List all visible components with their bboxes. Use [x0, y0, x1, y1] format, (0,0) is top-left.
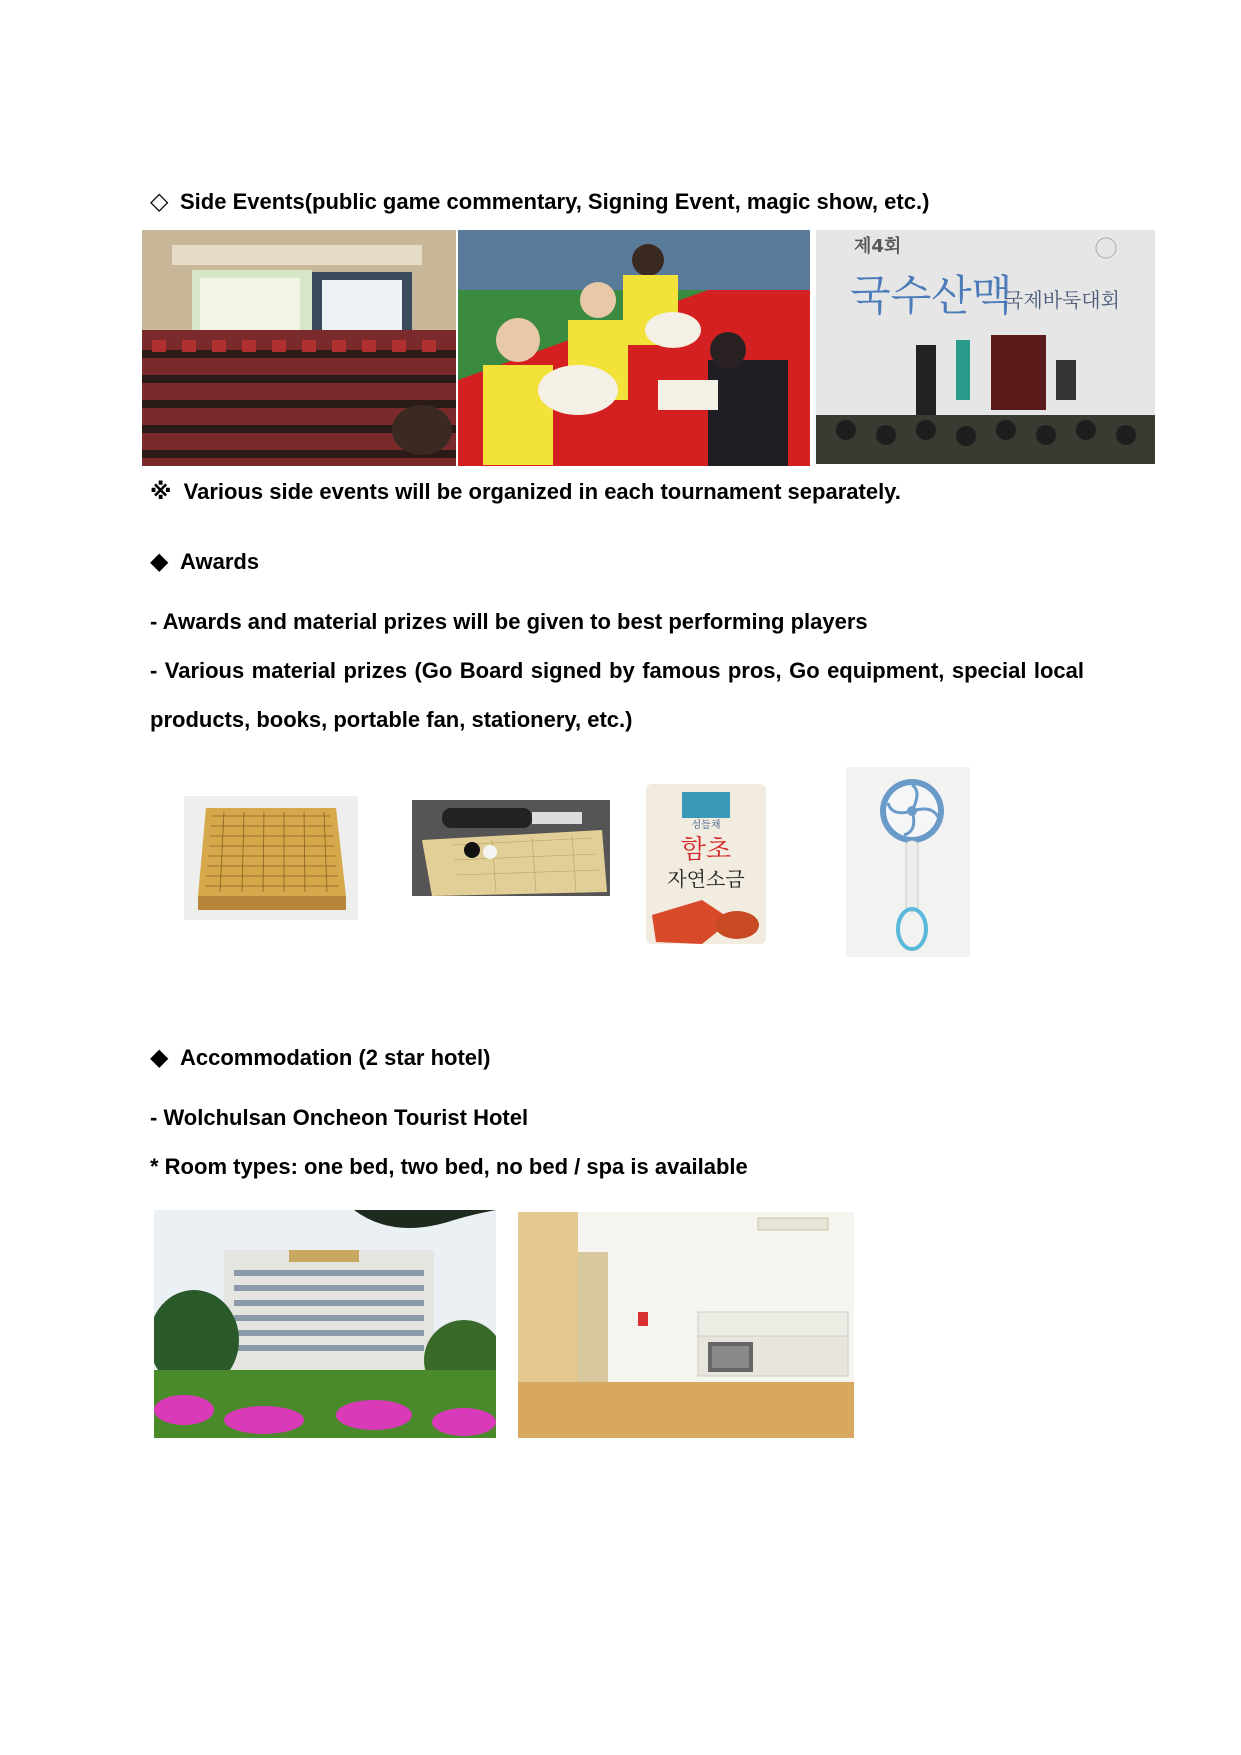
side-events-heading: ◇ Side Events(public game commentary, Signing Event, magic show, etc.) [150, 188, 930, 215]
accommodation-line-1: - Wolchulsan Oncheon Tourist Hotel [150, 1105, 529, 1130]
magic-show-photo [816, 230, 1155, 464]
banner-subtitle-text: 국제바둑대회 [1004, 288, 1120, 312]
diamond-outline-icon: ◇ [150, 188, 169, 215]
go-board-photo [184, 796, 358, 920]
awards-line-3: products, books, portable fan, stationery, etc.) [150, 707, 633, 732]
diamond-filled-icon: ◆ [150, 548, 169, 575]
hotel-room-photo [518, 1212, 854, 1438]
reference-mark-icon: ※ [150, 479, 172, 504]
diamond-filled-icon: ◆ [150, 1044, 169, 1071]
portable-fan-photo [846, 767, 970, 957]
salt-product-photo [642, 780, 770, 948]
signing-event-photo [458, 230, 810, 466]
hotel-exterior-photo [154, 1210, 496, 1438]
awards-line-1: - Awards and material prizes will be given to best performing players [150, 609, 868, 634]
side-events-note: ※ Various side events will be organized in each tournament separately. [150, 479, 901, 504]
banner-edition-text: 제4회 [854, 236, 902, 257]
salt-brand-text: 섬들채 [691, 820, 721, 831]
go-equipment-photo [412, 800, 610, 896]
salt-title-text: 함초 [680, 835, 732, 865]
awards-heading: ◆ Awards [150, 548, 260, 575]
banner-title-text: 국수산맥 [850, 271, 1013, 320]
awards-line-2: - Various material prizes (Go Board signed by famous pros, Go equipment, special local [150, 658, 1084, 683]
accommodation-heading: ◆ Accommodation (2 star hotel) [150, 1044, 491, 1071]
public-commentary-photo [142, 230, 456, 466]
accommodation-line-2: * Room types: one bed, two bed, no bed / spa is available [150, 1154, 748, 1179]
salt-subtitle-text: 자연소금 [667, 867, 745, 891]
